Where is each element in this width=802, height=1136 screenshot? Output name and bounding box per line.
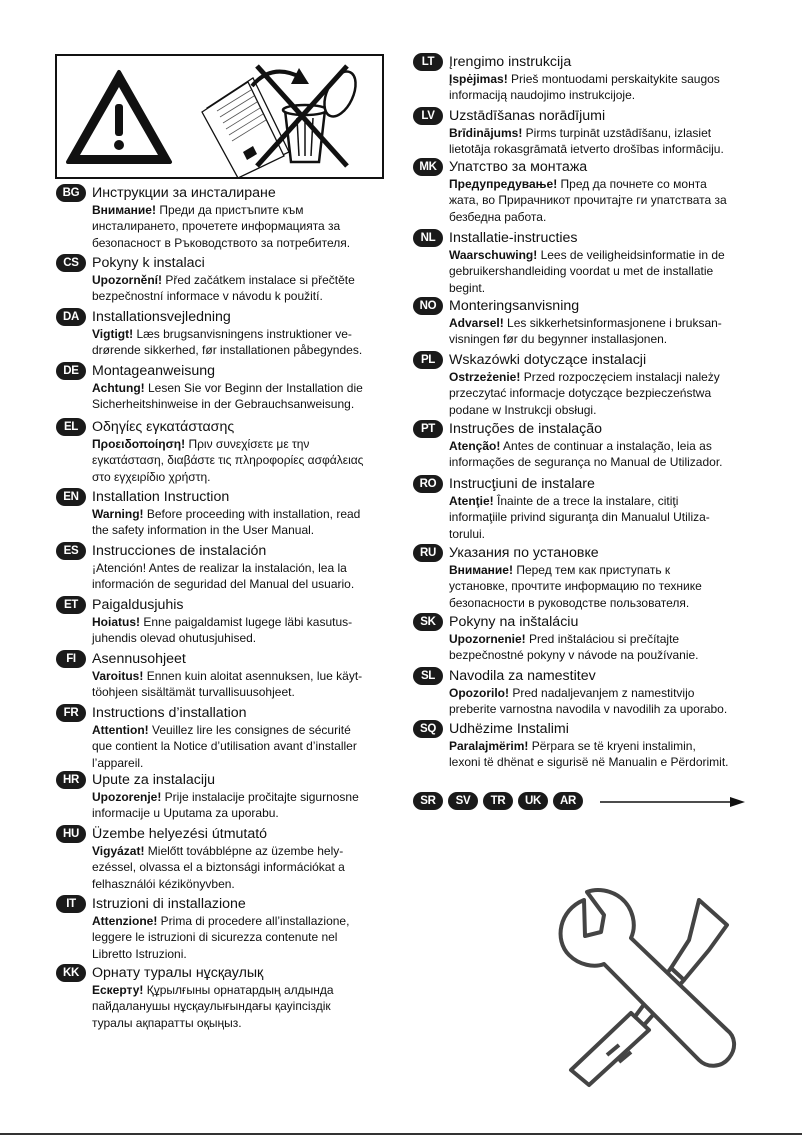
warning-label: Atenţie!: [449, 494, 494, 508]
warning-label: Upozornenie!: [449, 632, 526, 646]
section-pl: [413, 350, 753, 418]
warning-label: Внимание!: [449, 563, 513, 577]
section-el: [56, 417, 386, 485]
warning-label: Upozorenje!: [92, 790, 162, 804]
section-hu: [56, 824, 386, 892]
section-body: Varoitus! Ennen kuin aloitat asennuksen, lue käyt- töohjeen sisältämät turvallisuusohjeet.: [92, 669, 363, 700]
section-cs: [56, 253, 386, 305]
warning-label: Advarsel!: [449, 316, 504, 330]
section-title: Installation Instruction: [92, 488, 230, 505]
warning-label: Varoitus!: [92, 669, 144, 683]
language-badge: LT: [413, 53, 443, 71]
section-ru: [413, 543, 753, 611]
section-title: Paigaldusjuhis: [92, 596, 184, 613]
section-no: [413, 296, 753, 348]
section-body: Внимание! Перед тем как приступать к установке, прочтите информацию по технике безопасности в руководстве пользователя.: [449, 563, 702, 610]
language-badge: CS: [56, 254, 86, 272]
language-badge: DA: [56, 308, 86, 326]
arrow-right-icon: [600, 796, 745, 808]
wrench-screwdriver-icon: [549, 880, 749, 1090]
section-mk: [413, 157, 753, 225]
language-badge: IT: [56, 895, 86, 913]
language-badge: ET: [56, 596, 86, 614]
language-badge: PL: [413, 351, 443, 369]
warning-label: Atenção!: [449, 439, 501, 453]
section-body: Upozorenje! Prije instalacije pročitajte sigurnosne informacije u Uputama za uporabu.: [92, 790, 359, 821]
section-body: Achtung! Lesen Sie vor Beginn der Installation die Sicherheitshinweise in der Gebrauchsanweisung.: [92, 381, 363, 412]
warning-and-no-disposal-icon: [57, 56, 382, 177]
section-body: Waarschuwing! Lees de veiligheidsinformatie in de gebruikershandleiding voordat u met de installatie begint.: [449, 248, 725, 295]
section-de: [56, 361, 386, 413]
warning-label: Įspėjimas!: [449, 72, 508, 86]
language-badge: RU: [413, 544, 443, 562]
warning-label: Предупредување!: [449, 177, 558, 191]
language-badge: TR: [483, 792, 513, 810]
section-body: Brīdinājums! Pirms turpināt uzstādīšanu, izlasiet lietotāja rokasgrāmatā ietverto drošības informāciju.: [449, 126, 724, 157]
section-body: Ескерту! Құрылғыны орнатардың алдында пайдаланушы нұсқаулығындағы қауіпсіздік туралы ақпаратты оқыңыз.: [92, 983, 334, 1030]
section-body: Atenção! Antes de continuar a instalação, leia as informações de segurança no Manual de Utilizador.: [449, 439, 723, 470]
section-title: Installationsvejledning: [92, 308, 231, 325]
language-badge: NO: [413, 297, 443, 315]
warning-label: Upozornění!: [92, 273, 162, 287]
section-body: Hoiatus! Enne paigaldamist lugege läbi kasutus- juhendis olevad ohutusjuhised.: [92, 615, 353, 646]
warning-label: Brīdinājums!: [449, 126, 523, 140]
section-title: Installatie-instructies: [449, 229, 578, 246]
section-body: Warning! Before proceeding with installation, read the safety information in the User Manual.: [92, 507, 361, 538]
section-body: Vigyázat! Mielőtt továbblépne az üzembe hely- ezéssel, olvassa el a biztonsági információkat a felhasználói kézikönyvben.: [92, 844, 345, 891]
language-badge: PT: [413, 420, 443, 438]
section-body: Προειδοποίηση! Πριν συνεχίσετε με την εγκατάσταση, διαβάστε τις πληροφορίες ασφάλειας στο εγχειρίδιο χρήστη.: [92, 437, 364, 484]
warning-label: Vigtigt!: [92, 327, 134, 341]
language-badge: HU: [56, 825, 86, 843]
section-title: Pokyny na inštaláciu: [449, 613, 579, 630]
section-hr: [56, 770, 386, 822]
section-body: Atenţie! Înainte de a trece la instalare, citiţi informaţiile privind siguranţa din Manualul Utiliza- torului.: [449, 494, 710, 541]
section-title: Орнату туралы нұсқаулық: [92, 964, 264, 981]
section-kk: [56, 963, 386, 1031]
section-title: Instrucciones de instalación: [92, 542, 267, 559]
warning-label: Attention!: [92, 723, 149, 737]
section-fi: [56, 649, 386, 701]
section-da: [56, 307, 386, 359]
language-badge: LV: [413, 107, 443, 125]
language-badge: SK: [413, 613, 443, 631]
section-sq: [413, 719, 753, 771]
section-body: Upozornenie! Pred inštaláciou si prečítajte bezpečnostné pokyny v návode na používanie.: [449, 632, 699, 663]
language-badge: UK: [518, 792, 548, 810]
section-bg: [56, 183, 386, 251]
section-body: Advarsel! Les sikkerhetsinformasjonene i bruksan- visningen før du begynner installasjonen.: [449, 316, 722, 347]
section-title: Instrucţiuni de instalare: [449, 475, 595, 492]
warning-label: Attenzione!: [92, 914, 158, 928]
other-languages-row: [413, 792, 588, 810]
language-badge: SQ: [413, 720, 443, 738]
section-body: Upozornění! Před začátkem instalace si přečtěte bezpečnostní informace v návodu k použití.: [92, 273, 355, 304]
section-title: Upute za instalaciju: [92, 771, 216, 788]
section-et: [56, 595, 386, 647]
section-title: Οδηγίες εγκατάστασης: [92, 418, 235, 435]
warning-label: Προειδοποίηση!: [92, 437, 186, 451]
section-title: Указания по установке: [449, 544, 599, 561]
language-badge: SR: [413, 792, 443, 810]
section-title: Įrengimo instrukcija: [449, 53, 572, 70]
section-body: ¡Atención! Antes de realizar la instalación, lea la información de seguridad del Manual del usuario.: [92, 561, 355, 592]
language-badge: SL: [413, 667, 443, 685]
section-fr: [56, 703, 386, 771]
language-badge: MK: [413, 158, 443, 176]
language-badge: FR: [56, 704, 86, 722]
warning-label: Внимание!: [92, 203, 156, 217]
section-title: Instruções de instalação: [449, 420, 603, 437]
section-body: Attention! Veuillez lire les consignes de sécurité que contient la Notice d’utilisation avant d’installer l’appareil.: [92, 723, 357, 770]
section-title: Упатство за монтажа: [449, 158, 588, 175]
section-title: Üzembe helyezési útmutató: [92, 825, 268, 842]
language-badge: HR: [56, 771, 86, 789]
section-title: Monteringsanvisning: [449, 297, 580, 314]
warning-label: Waarschuwing!: [449, 248, 538, 262]
section-title: Udhëzime Instalimi: [449, 720, 569, 737]
section-body: Ostrzeżenie! Przed rozpoczęciem instalacji należy przeczytać informacje dotyczące bezpieczeństwa podane w Instrukcji obsługi.: [449, 370, 720, 417]
section-sl: [413, 666, 753, 718]
section-body: Attenzione! Prima di procedere all’installazione, leggere le istruzioni di sicurezza contenute nel Libretto Istruzioni.: [92, 914, 350, 961]
section-title: Instructions d’installation: [92, 704, 247, 721]
warning-label: Warning!: [92, 507, 144, 521]
warning-label: Opozorilo!: [449, 686, 509, 700]
section-it: [56, 894, 386, 962]
section-body: Vigtigt! Læs brugsanvisningens instruktioner ve- drørende sikkerhed, før installationen påbegyndes.: [92, 327, 363, 358]
section-title: Инструкции за инсталиране: [92, 184, 276, 201]
warning-label: Vigyázat!: [92, 844, 145, 858]
language-badge: AR: [553, 792, 583, 810]
section-lv: [413, 106, 753, 158]
section-title: Uzstādīšanas norādījumi: [449, 107, 606, 124]
safety-warning-banner: [55, 54, 384, 179]
section-title: Wskazówki dotyczące instalacji: [449, 351, 647, 368]
section-ro: [413, 474, 753, 542]
section-sk: [413, 612, 753, 664]
language-badge: EL: [56, 418, 86, 436]
section-lt: [413, 52, 753, 104]
language-badge: EN: [56, 488, 86, 506]
section-es: [56, 541, 386, 593]
warning-label: Paralajmërim!: [449, 739, 529, 753]
section-body: Opozorilo! Pred nadaljevanjem z namestitvijo preberite varnostna navodila v navodilih za uporabo.: [449, 686, 728, 717]
section-nl: [413, 228, 753, 296]
section-body: Предупредување! Пред да почнете со монта жата, во Прирачникот прочитајте ги упатствата за безбедна работа.: [449, 177, 727, 224]
warning-label: Hoiatus!: [92, 615, 140, 629]
language-badge: FI: [56, 650, 86, 668]
language-badge: BG: [56, 184, 86, 202]
section-title: Pokyny k instalaci: [92, 254, 205, 271]
language-badge: KK: [56, 964, 86, 982]
section-en: [56, 487, 386, 539]
section-pt: [413, 419, 753, 471]
section-title: Navodila za namestitev: [449, 667, 596, 684]
page-bottom-rule: [0, 1133, 802, 1135]
language-badge: ES: [56, 542, 86, 560]
section-body: Внимание! Преди да пристъпите към инсталирането, прочетете информацията за безопасност в Ръководството за потребителя.: [92, 203, 351, 250]
warning-label: Achtung!: [92, 381, 145, 395]
section-title: Montageanweisung: [92, 362, 216, 379]
language-badge: RO: [413, 475, 443, 493]
warning-label: Ескерту!: [92, 983, 144, 997]
language-badge: DE: [56, 362, 86, 380]
section-body: Įspėjimas! Prieš montuodami perskaitykite saugos informaciją naudojimo instrukcijoje.: [449, 72, 720, 103]
warning-label: Ostrzeżenie!: [449, 370, 521, 384]
language-badge: SV: [448, 792, 478, 810]
section-title: Istruzioni di installazione: [92, 895, 246, 912]
section-title: Asennusohjeet: [92, 650, 186, 667]
section-body: Paralajmërim! Përpara se të kryeni instalimin, lexoni të dhënat e sigurisë në Manualin e Përdorimit.: [449, 739, 729, 770]
language-badge: NL: [413, 229, 443, 247]
